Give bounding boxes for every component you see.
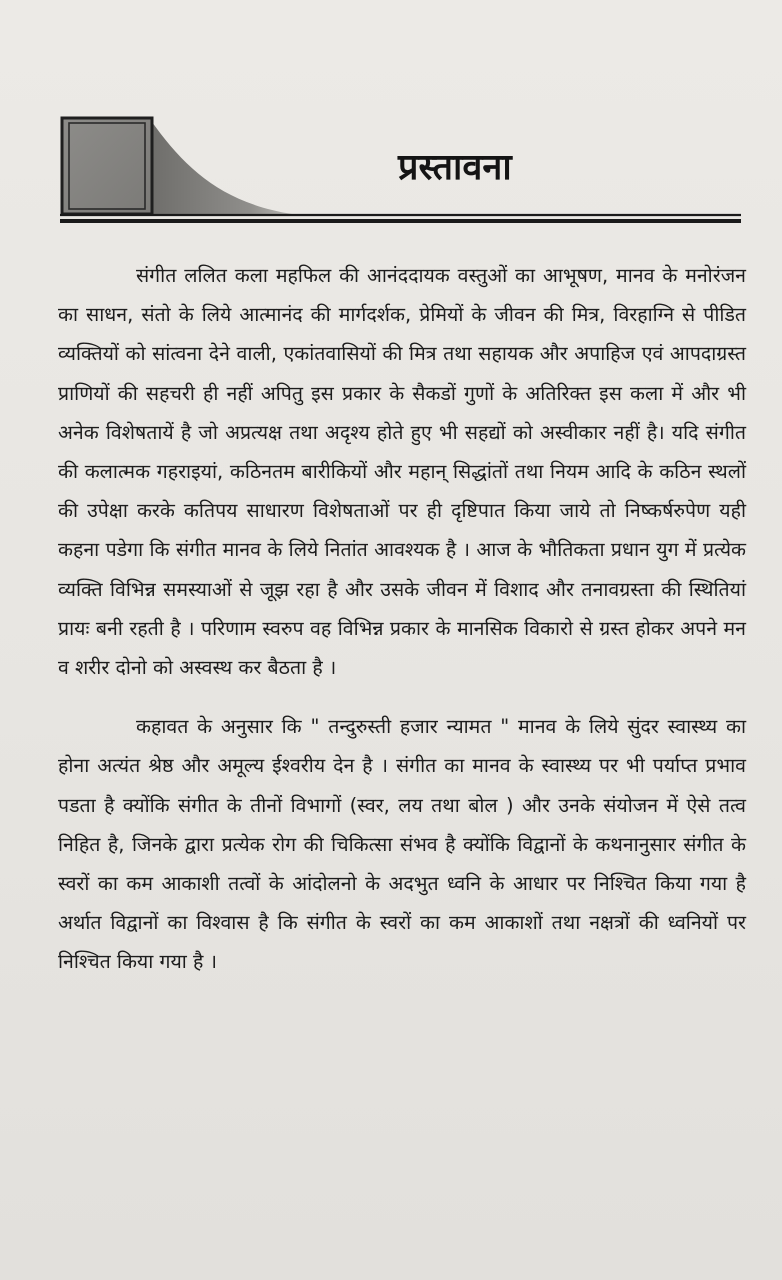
chapter-body [58, 256, 746, 982]
paragraph-1: संगीत ललित कला महफिल की आनंददायक वस्तुओं का आभूषण, मानव के मनोरंजन का साधन, संतो के लिये आत्मानंद की मार्गदर्शक, प्रेमियों के जीवन की मित्र, विरहाग्नि से पीडित व्यक्तियों को सांत्वना देने वाली, एकांतवासियों की मित्र तथा सहायक और अपाहिज एवं आपदाग्रस्त प्राणियों की सहचरी ही नहीं अपितु इस प्रकार के सैकडों गुणों के अतिरिक्त इस कला में और भी अनेक विशेषतायें है जो अप्रत्यक्ष तथा अदृश्य होते हुए भी सहद्यों को अस्वीकार नहीं है। यदि संगीत की कलात्मक गहराइयां, कठिनतम बारीकियों और महान् सिद्धांतों तथा नियम आदि के कठिन स्थलों की उपेक्षा करके कतिपय साधारण विशेषताओं पर ही दृष्टिपात किया जाये तो निष्कर्षरुपेण यही कहना पडेगा कि संगीत मानव के लिये नितांत आवश्यक है । आज के भौतिकता प्रधान युग में प्रत्येक व्यक्ति विभिन्न समस्याओं से जूझ रहा है और उसके जीवन में विशाद और तनावग्रस्ता की स्थितियां प्रायः बनी रहती है । परिणाम स्वरुप वह विभिन्न प्रकार के मानसिक विकारो से ग्रस्त होकर अपने मन व शरीर दोनो को अस्वस्थ कर बैठता है । [58, 264, 746, 680]
chapter-title: प्रस्तावना [398, 147, 512, 188]
paragraph-2: कहावत के अनुसार कि " तन्दुरुस्ती हजार न्यामत " मानव के लिये सुंदर स्वास्थ्य का होना अत्यंत श्रेष्ठ और अमूल्य ईश्वरीय देन है । संगीत का मानव के स्वास्थ्य पर भी पर्याप्त प्रभाव पडता है क्योंकि संगीत के तीनों विभागों (स्वर, लय तथा बोल ) और उनके संयोजन में ऐसे तत्व निहित है, जिनके द्वारा प्रत्येक रोग की चिकित्सा संभव है क्योंकि विद्वानों के कथनानुसार संगीत के स्वरों का कम आकाशी तत्वों के आंदोलनो के अदभुत ध्वनि के आधार पर निश्चित किया गया है अर्थात विद्वानों का विश्वास है कि संगीत के स्वरों का कम आकाशों तथा नक्षत्रों की ध्वनियों पर निश्चित किया गया है । [58, 715, 746, 974]
header-square-frame [62, 118, 152, 214]
chapter-header-ornament [0, 0, 782, 240]
header-sweep-shape [152, 122, 292, 214]
chapter-header [0, 0, 782, 240]
